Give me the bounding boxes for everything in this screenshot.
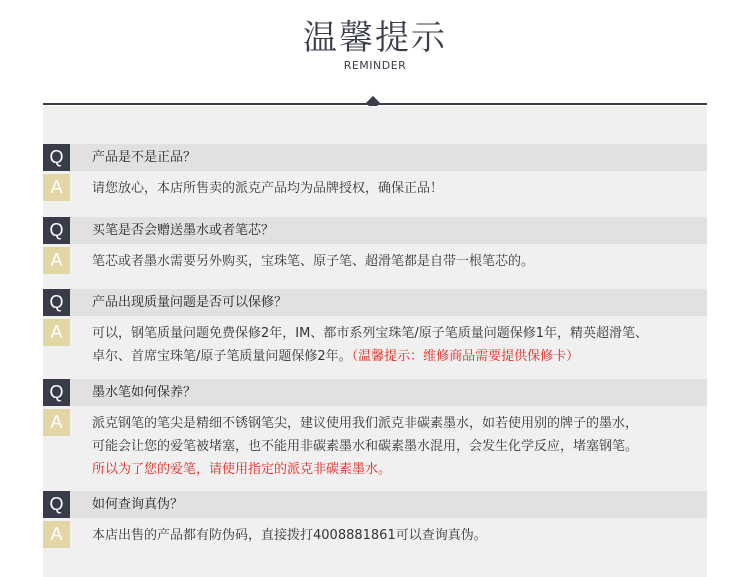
answer-line: 本店出售的产品都有防伪码，直接拨打4008881861可以查询真伪。 [92,528,487,543]
question-badge: Q [43,144,70,171]
page-subtitle: REMINDER [343,59,407,72]
answer-line: 可能会让您的爱笔被堵塞，也不能用非碳素墨水和碳素墨水混用，会发生化学反应，堵塞钢笔。 [92,439,639,454]
question-badge: Q [43,217,70,244]
answer-row [43,319,707,368]
answer-badge: A [43,319,70,346]
question-row [43,379,707,406]
answer-badge: A [43,521,70,548]
page-title: 温馨提示 [303,18,447,58]
answer-text [92,319,707,368]
answer-line: 可以，钢笔质量问题免费保修2年，IM、都市系列宝珠笔/原子笔质量问题保修1年，精英超滑笔、 [92,326,648,341]
ink-note: 所以为了您的爱笔，请使用指定的派克非碳素墨水。 [92,462,392,477]
answer-row [43,174,707,201]
answer-line [92,345,707,368]
faq-item [43,144,707,201]
question-badge: Q [43,379,70,406]
answer-badge: A [43,174,70,201]
faq-item [43,491,707,548]
question-badge: Q [43,289,70,316]
question-text: 产品是不是正品？ [92,150,197,165]
answer-text [92,174,707,200]
warranty-note: （温馨提示：维修商品需要提供保修卡） [351,349,580,364]
faq-item [43,379,707,481]
question-row [43,491,707,518]
faq-item [43,289,707,368]
question-badge: Q [43,491,70,518]
faq-item [43,217,707,274]
answer-line: 请您放心，本店所售卖的派克产品均为品牌授权，确保正品！ [92,181,444,196]
question-text: 买笔是否会赠送墨水或者笔芯？ [92,223,275,238]
answer-line: 笔芯或者墨水需要另外购买，宝珠笔、原子笔、超滑笔都是自带一根笔芯的。 [92,254,535,269]
question-row [43,289,707,316]
answer-text [92,409,707,481]
question-row [43,217,707,244]
answer-text [92,521,707,547]
answer-row [43,409,707,481]
answer-line: 派克钢笔的笔尖是精细不锈钢笔尖，建议使用我们派克非碳素墨水，如若使用别的牌子的墨水， [92,416,639,431]
answer-text [92,247,707,273]
question-text: 如何查询真伪？ [92,497,184,512]
answer-row [43,247,707,274]
question-text: 墨水笔如何保养？ [92,385,197,400]
answer-line-text: 卓尔、首席宝珠笔/原子笔质量问题保修2年。 [92,349,352,364]
answer-badge: A [43,409,70,436]
question-row [43,144,707,171]
answer-row [43,521,707,548]
answer-badge: A [43,247,70,274]
question-text: 产品出现质量问题是否可以保修？ [92,295,288,310]
